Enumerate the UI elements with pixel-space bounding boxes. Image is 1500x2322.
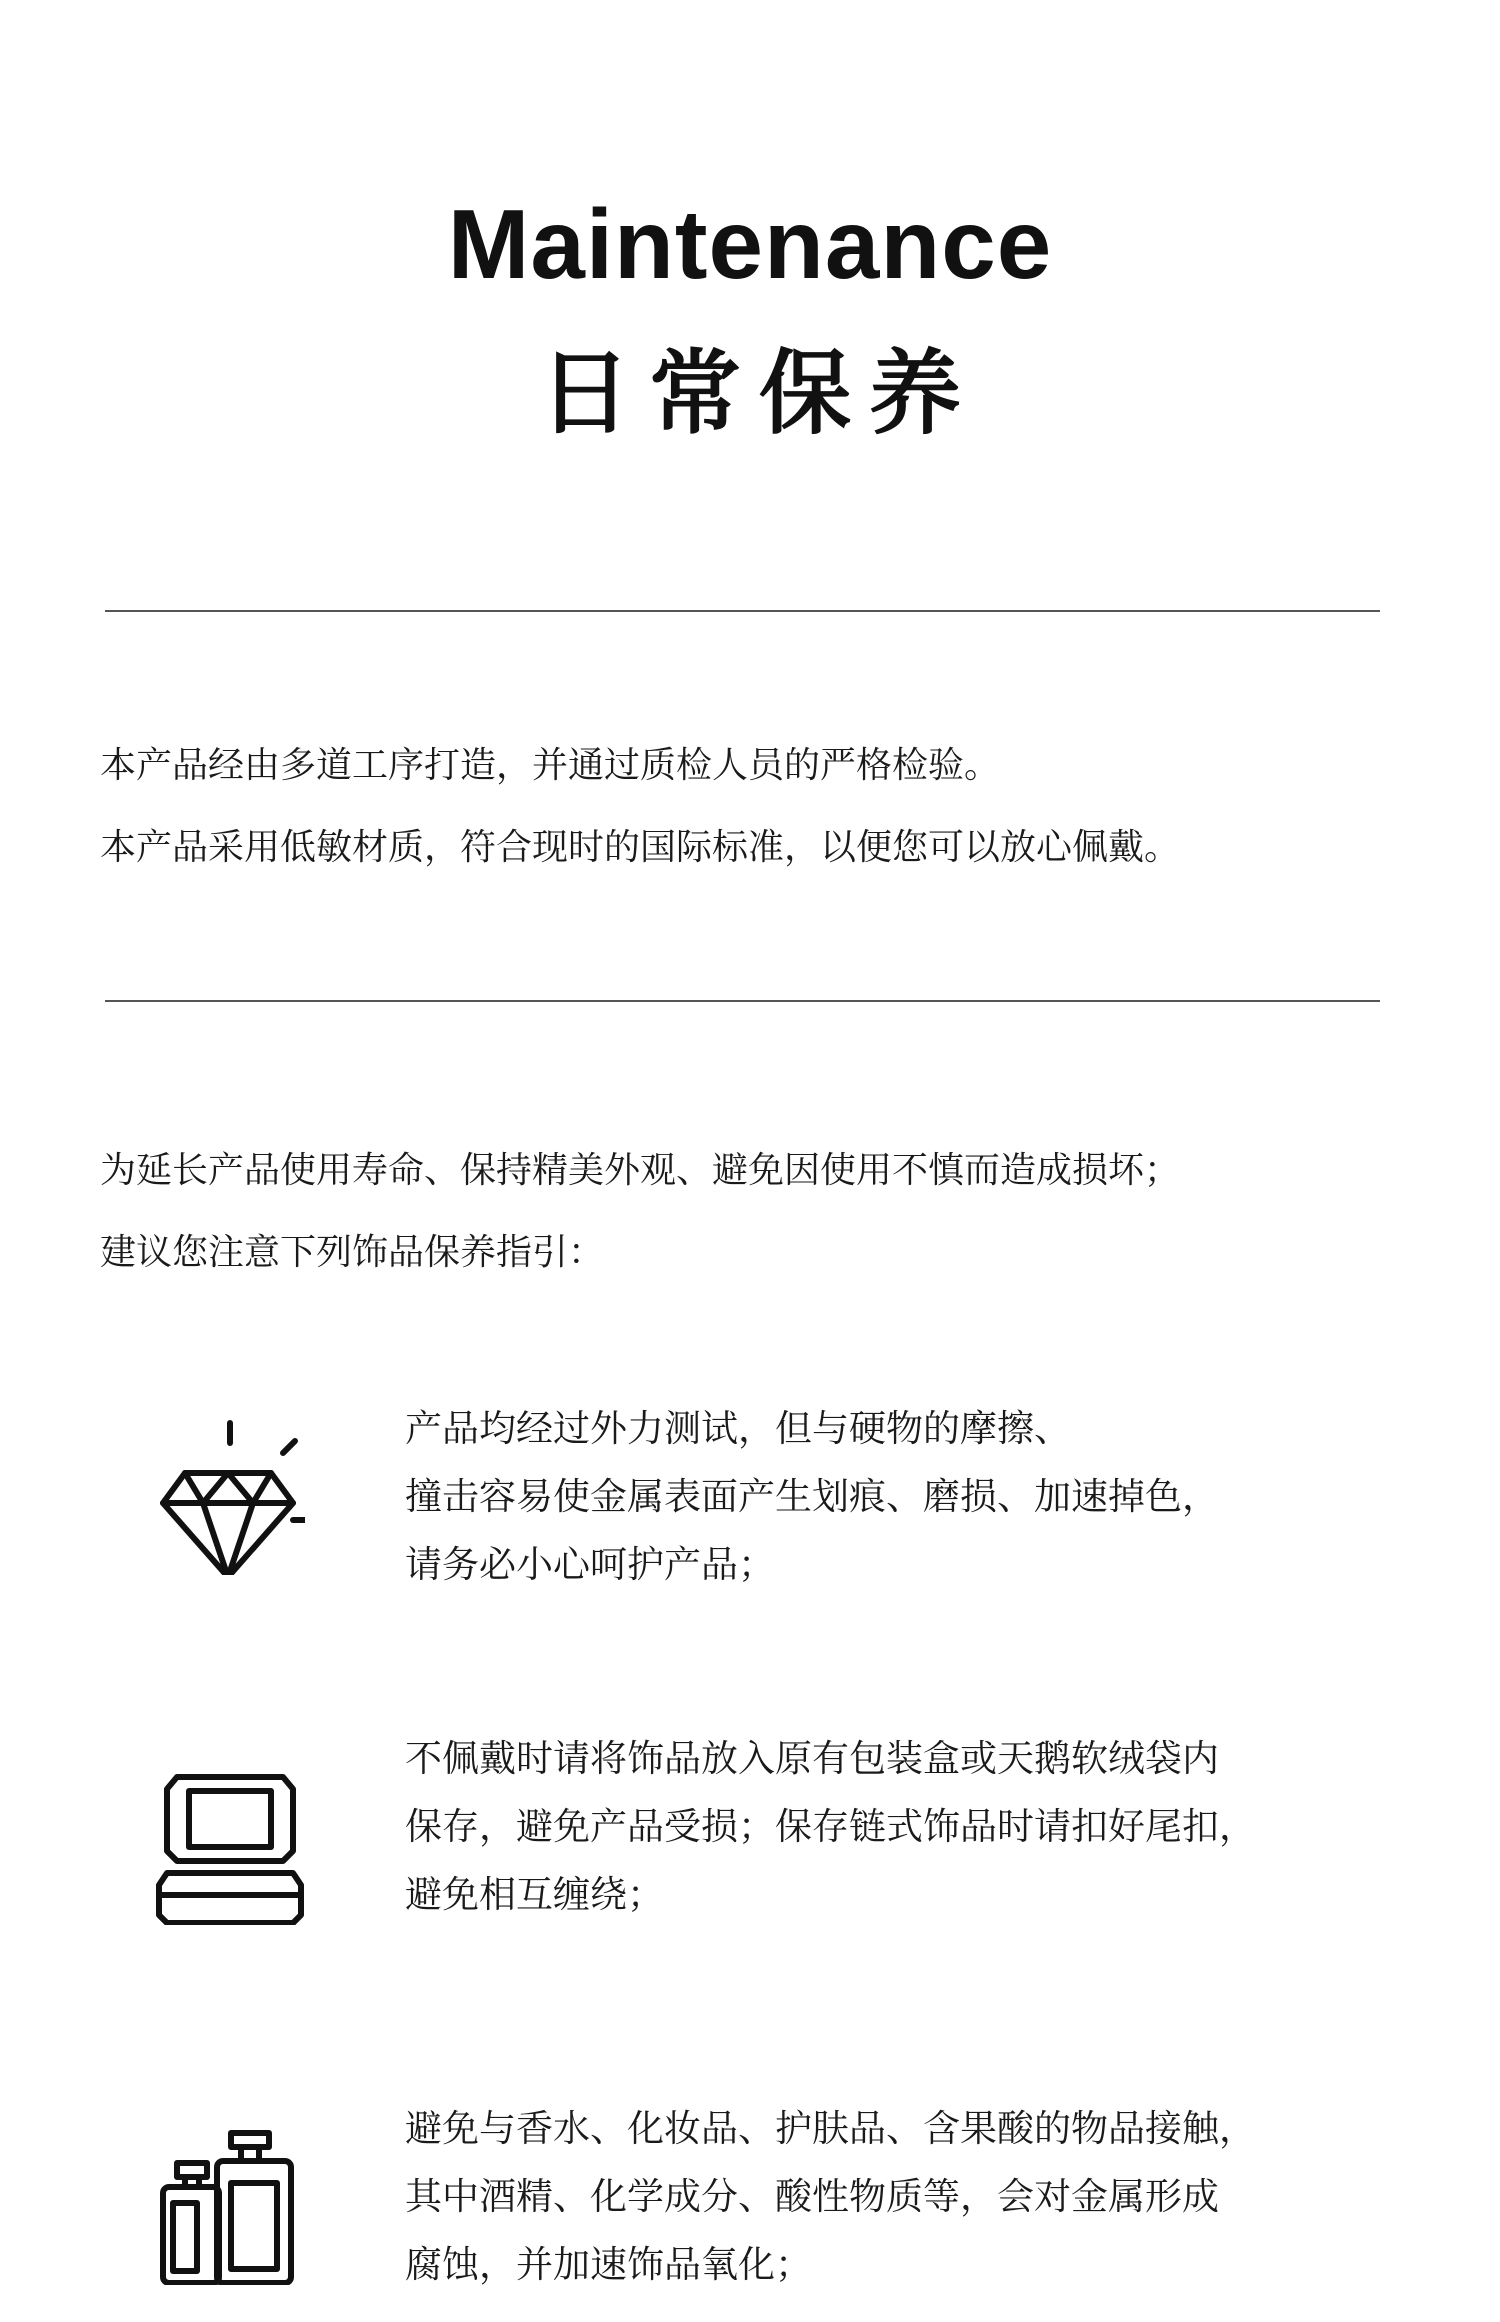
page-title-chinese: 日常保养 [538, 340, 979, 447]
care-tip-line: 其中酒精、化学成分、酸性物质等，会对金属形成 [405, 2175, 1219, 2218]
intro-paragraph [100, 725, 1410, 889]
care-tip-text [405, 2095, 1405, 2299]
intro-line: 本产品经由多道工序打造，并通过质检人员的严格检验。 [100, 745, 1001, 786]
care-tip-line: 不佩戴时请将饰品放入原有包装盒或天鹅软绒袋内 [405, 1737, 1219, 1780]
guide-line: 建议您注意下列饰品保养指引： [100, 1232, 605, 1273]
care-tip-line: 产品均经过外力测试，但与硬物的摩擦、 [405, 1407, 1071, 1450]
top-divider [105, 610, 1380, 612]
care-tip-line: 腐蚀，并加速饰品氧化； [405, 2243, 812, 2286]
care-tip-line: 撞击容易使金属表面产生划痕、磨损、加速掉色， [405, 1475, 1219, 1518]
middle-divider [105, 1000, 1380, 1002]
care-tip-line: 避免与香水、化妆品、护肤品、含果酸的物品接触， [405, 2107, 1256, 2150]
perfume-bottle-icon [155, 2125, 305, 2285]
guide-paragraph [100, 1130, 1410, 1294]
diamond-icon [155, 1415, 305, 1575]
care-tip-text [405, 1725, 1405, 1929]
care-tip-line: 避免相互缠绕； [405, 1873, 664, 1916]
care-tip-line: 保存，避免产品受损；保存链式饰品时请扣好尾扣， [405, 1805, 1256, 1848]
jewelry-box-icon [155, 1765, 305, 1925]
page-title-english: Maintenance [447, 189, 1053, 299]
intro-line: 本产品采用低敏材质，符合现时的国际标准，以便您可以放心佩戴。 [100, 827, 1181, 868]
guide-line: 为延长产品使用寿命、保持精美外观、避免因使用不慎而造成损坏； [100, 1150, 1181, 1191]
care-tip-line: 请务必小心呵护产品； [405, 1543, 775, 1586]
care-tip-text [405, 1395, 1405, 1599]
